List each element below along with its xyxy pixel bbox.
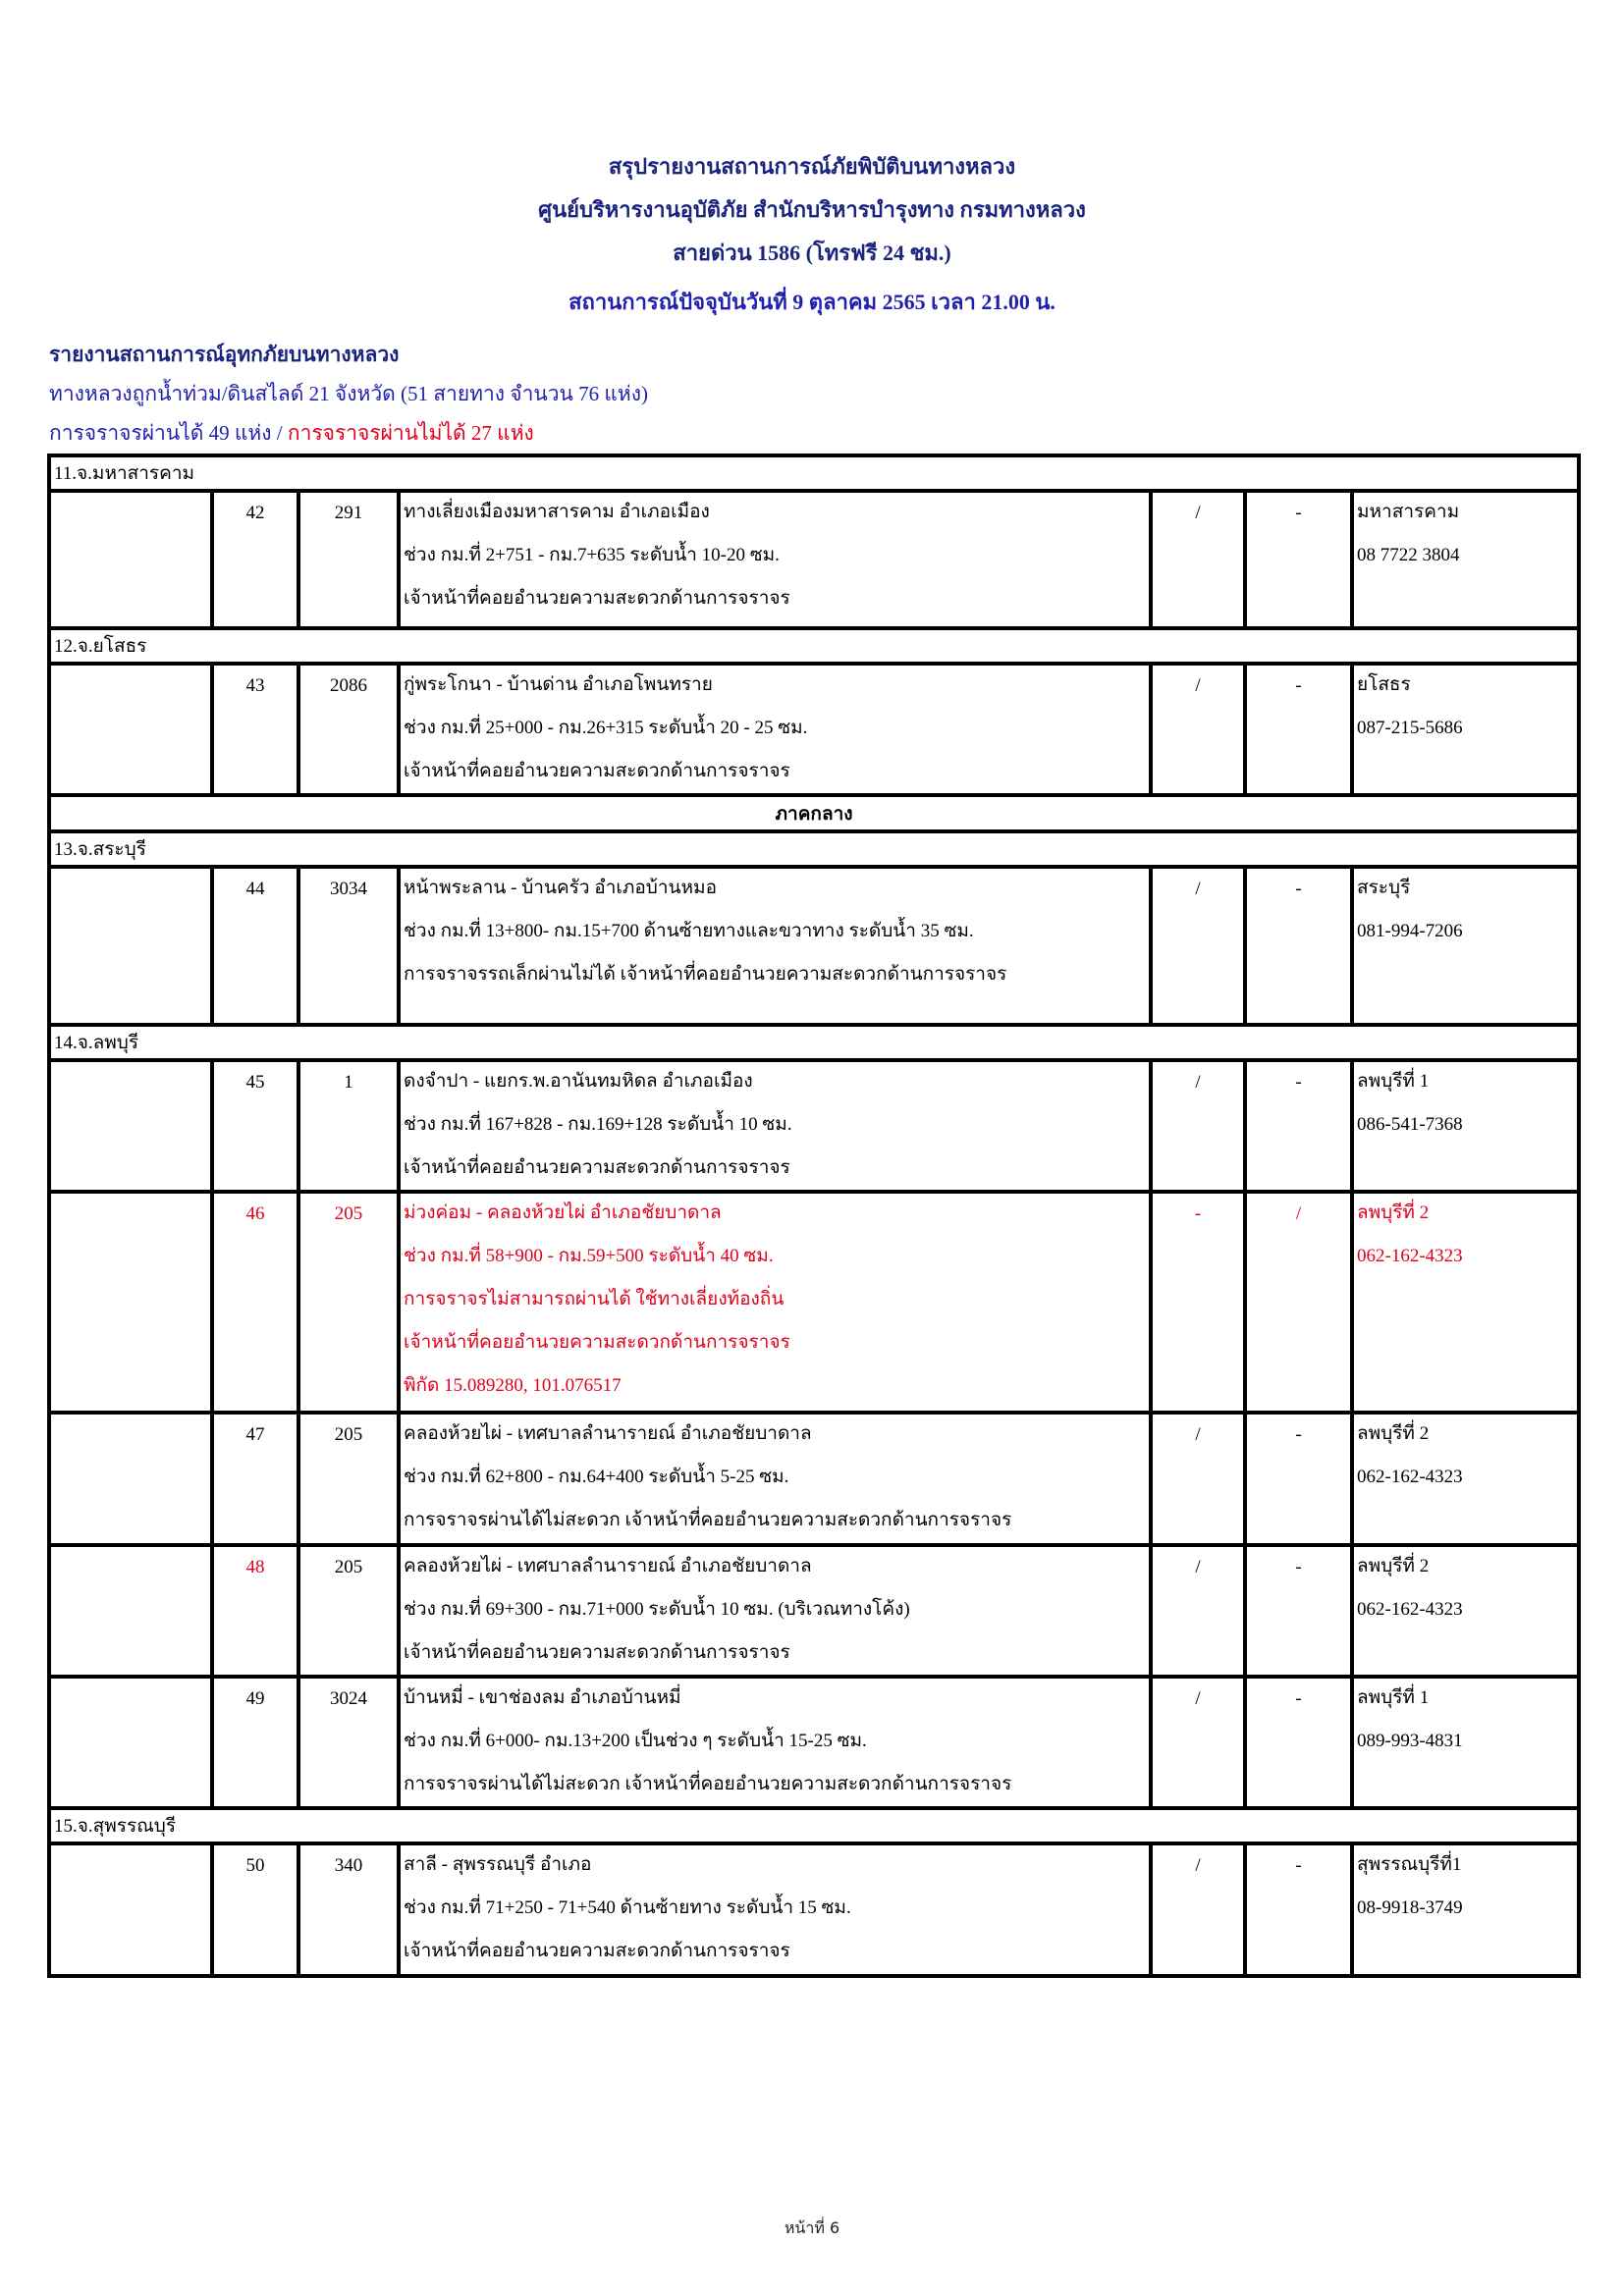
route-number: 205: [298, 1545, 399, 1677]
office-name: ลพบุรีที่ 2: [1357, 1423, 1430, 1444]
office-name: สระบุรี: [1357, 878, 1411, 898]
table-row: [49, 664, 1579, 795]
contact-cell: [1352, 1413, 1579, 1545]
traffic-summary: [49, 417, 534, 450]
contact-cell: [1352, 1545, 1579, 1677]
phone-number: 08-9918-3749: [1357, 1897, 1463, 1918]
office-name: ลพบุรีที่ 1: [1357, 1071, 1430, 1092]
table-row: [49, 1843, 1579, 1976]
description-line: การจราจรรถเล็กผ่านไม่ได้ เจ้าหน้าที่คอยอำนวยความสะดวกด้านการจราจร: [404, 964, 1007, 985]
description-line: ช่วง กม.ที่ 25+000 - กม.26+315 ระดับน้ำ 20 - 25 ซม.: [404, 718, 808, 738]
route-number: 340: [298, 1843, 399, 1976]
province-row: [49, 455, 1579, 491]
impassable-flag: -: [1245, 1843, 1352, 1976]
impassable-flag: /: [1245, 1192, 1352, 1413]
description-line: เจ้าหน้าที่คอยอำนวยความสะดวกด้านการจราจร: [404, 1941, 790, 1961]
item-number: 48: [212, 1545, 298, 1677]
province-row: [49, 831, 1579, 867]
phone-number: 08 7722 3804: [1357, 545, 1460, 565]
passable-flag: /: [1151, 867, 1245, 1025]
description-line: การจราจรผ่านได้ไม่สะดวก เจ้าหน้าที่คอยอำนวยความสะดวกด้านการจราจร: [404, 1510, 1012, 1530]
item-number: 42: [212, 491, 298, 628]
section-heading: รายงานสถานการณ์อุทกภัยบนทางหลวง: [49, 343, 400, 366]
location-description: [399, 1060, 1151, 1192]
blank-cell: [49, 664, 212, 795]
item-number: 50: [212, 1843, 298, 1976]
contact-cell: [1352, 1677, 1579, 1808]
route-number: 3034: [298, 867, 399, 1025]
description-line: ม่วงค่อม - คลองห้วยไผ่ อำเภอชัยบาดาล: [404, 1202, 722, 1223]
location-description: [399, 1843, 1151, 1976]
description-line: เจ้าหน้าที่คอยอำนวยความสะดวกด้านการจราจร: [404, 1332, 790, 1353]
flood-report-table: [47, 454, 1581, 1978]
location-description: [399, 1545, 1151, 1677]
province-label: 12.จ.ยโสธร: [49, 628, 1579, 664]
description-line: กู่พระโกนา - บ้านด่าน อำเภอโพนทราย: [404, 674, 713, 695]
passable-flag: /: [1151, 1677, 1245, 1808]
description-line: ช่วง กม.ที่ 13+800- กม.15+700 ด้านซ้ายทางและขวาทาง ระดับน้ำ 35 ซม.: [404, 921, 974, 941]
contact-cell: [1352, 1060, 1579, 1192]
passable-count: การจราจรผ่านได้ 49 แห่ง: [49, 421, 277, 445]
item-number: 46: [212, 1192, 298, 1413]
table-row: [49, 1192, 1579, 1413]
description-line: ช่วง กม.ที่ 71+250 - 71+540 ด้านซ้ายทาง ระดับน้ำ 15 ซม.: [404, 1897, 851, 1918]
blank-cell: [49, 867, 212, 1025]
impassable-flag: -: [1245, 1060, 1352, 1192]
description-line: คลองห้วยไผ่ - เทศบาลลำนารายณ์ อำเภอชัยบาดาล: [404, 1556, 812, 1576]
location-description: [399, 1413, 1151, 1545]
description-line: คลองห้วยไผ่ - เทศบาลลำนารายณ์ อำเภอชัยบาดาล: [404, 1423, 812, 1444]
impassable-flag: -: [1245, 867, 1352, 1025]
item-number: 45: [212, 1060, 298, 1192]
region-label: ภาคกลาง: [49, 795, 1579, 831]
passable-flag: /: [1151, 664, 1245, 795]
blank-cell: [49, 1060, 212, 1192]
page-number: หน้าที่ 6: [784, 2218, 840, 2237]
office-name: ยโสธร: [1357, 674, 1411, 695]
description-line: หน้าพระลาน - บ้านครัว อำเภอบ้านหมอ: [404, 878, 717, 898]
phone-number: 087-215-5686: [1357, 718, 1463, 738]
phone-number: 062-162-4323: [1357, 1246, 1463, 1266]
province-label: 15.จ.สุพรรณบุรี: [49, 1808, 1579, 1843]
phone-number: 062-162-4323: [1357, 1599, 1463, 1620]
province-row: [49, 1025, 1579, 1060]
contact-cell: [1352, 491, 1579, 628]
affected-summary: ทางหลวงถูกน้ำท่วม/ดินสไลด์ 21 จังหวัด (51 สายทาง จำนวน 76 แห่ง): [49, 382, 649, 405]
location-description: [399, 1677, 1151, 1808]
route-number: 1: [298, 1060, 399, 1192]
description-line: การจราจรไม่สามารถผ่านได้ ใช้ทางเลี่ยงท้องถิ่น: [404, 1289, 785, 1309]
office-name: ลพบุรีที่ 2: [1357, 1556, 1430, 1576]
description-line: เจ้าหน้าที่คอยอำนวยความสะดวกด้านการจราจร: [404, 1642, 790, 1663]
description-line: เจ้าหน้าที่คอยอำนวยความสะดวกด้านการจราจร: [404, 588, 790, 609]
phone-number: 086-541-7368: [1357, 1114, 1463, 1135]
description-line: ช่วง กม.ที่ 2+751 - กม.7+635 ระดับน้ำ 10-20 ซม.: [404, 545, 780, 565]
item-number: 43: [212, 664, 298, 795]
passable-flag: /: [1151, 1545, 1245, 1677]
office-name: มหาสารคาม: [1357, 502, 1460, 522]
contact-cell: [1352, 1192, 1579, 1413]
office-name: สุพรรณบุรีที่1: [1357, 1854, 1462, 1875]
location-description: [399, 664, 1151, 795]
route-number: 3024: [298, 1677, 399, 1808]
contact-cell: [1352, 867, 1579, 1025]
organization-name: ศูนย์บริหารงานอุบัติภัย สำนักบริหารบำรุงทาง กรมทางหลวง: [538, 197, 1086, 222]
region-row: [49, 795, 1579, 831]
blank-cell: [49, 1843, 212, 1976]
impassable-flag: -: [1245, 664, 1352, 795]
summary-separator: /: [276, 421, 288, 445]
province-row: [49, 1808, 1579, 1843]
item-number: 47: [212, 1413, 298, 1545]
table-row: [49, 1677, 1579, 1808]
description-line: ช่วง กม.ที่ 167+828 - กม.169+128 ระดับน้ำ 10 ซม.: [404, 1114, 792, 1135]
table-row: [49, 491, 1579, 628]
passable-flag: /: [1151, 1413, 1245, 1545]
passable-flag: /: [1151, 1060, 1245, 1192]
impassable-count: การจราจรผ่านไม่ได้ 27 แห่ง: [287, 421, 534, 445]
phone-number: 062-162-4323: [1357, 1467, 1463, 1487]
blank-cell: [49, 1677, 212, 1808]
description-line: ช่วง กม.ที่ 69+300 - กม.71+000 ระดับน้ำ 10 ซม. (บริเวณทางโค้ง): [404, 1599, 910, 1620]
passable-flag: /: [1151, 491, 1245, 628]
report-title: สรุปรายงานสถานการณ์ภัยพิบัติบนทางหลวง: [608, 154, 1016, 179]
impassable-flag: -: [1245, 1413, 1352, 1545]
route-number: 205: [298, 1413, 399, 1545]
contact-cell: [1352, 664, 1579, 795]
blank-cell: [49, 491, 212, 628]
hotline: สายด่วน 1586 (โทรฟรี 24 ชม.): [673, 240, 951, 265]
phone-number: 089-993-4831: [1357, 1731, 1463, 1751]
route-number: 291: [298, 491, 399, 628]
impassable-flag: -: [1245, 1677, 1352, 1808]
description-line: บ้านหมี่ - เขาช่องลม อำเภอบ้านหมี่: [404, 1687, 681, 1708]
description-line: ช่วง กม.ที่ 58+900 - กม.59+500 ระดับน้ำ 40 ซม.: [404, 1246, 774, 1266]
office-name: ลพบุรีที่ 2: [1357, 1202, 1430, 1223]
description-line: ดงจำปา - แยกร.พ.อานันทมหิดล อำเภอเมือง: [404, 1071, 753, 1092]
blank-cell: [49, 1192, 212, 1413]
table-body: [49, 455, 1579, 1976]
description-line: ช่วง กม.ที่ 62+800 - กม.64+400 ระดับน้ำ 5-25 ซม.: [404, 1467, 789, 1487]
location-description: [399, 867, 1151, 1025]
location-description: [399, 1192, 1151, 1413]
passable-flag: -: [1151, 1192, 1245, 1413]
table-row: [49, 1413, 1579, 1545]
blank-cell: [49, 1545, 212, 1677]
description-line: สาลี - สุพรรณบุรี อำเภอ: [404, 1854, 592, 1875]
contact-cell: [1352, 1843, 1579, 1976]
table-row: [49, 1545, 1579, 1677]
description-line: การจราจรผ่านได้ไม่สะดวก เจ้าหน้าที่คอยอำนวยความสะดวกด้านการจราจร: [404, 1774, 1012, 1794]
passable-flag: /: [1151, 1843, 1245, 1976]
province-label: 14.จ.ลพบุรี: [49, 1025, 1579, 1060]
province-row: [49, 628, 1579, 664]
province-label: 11.จ.มหาสารคาม: [49, 455, 1579, 491]
impassable-flag: -: [1245, 491, 1352, 628]
office-name: ลพบุรีที่ 1: [1357, 1687, 1430, 1708]
table-row: [49, 867, 1579, 1025]
description-line: เจ้าหน้าที่คอยอำนวยความสะดวกด้านการจราจร: [404, 761, 790, 781]
impassable-flag: -: [1245, 1545, 1352, 1677]
location-description: [399, 491, 1151, 628]
blank-cell: [49, 1413, 212, 1545]
route-number: 2086: [298, 664, 399, 795]
situation-date: สถานการณ์ปัจจุบันวันที่ 9 ตุลาคม 2565 เวลา 21.00 น.: [568, 290, 1056, 314]
phone-number: 081-994-7206: [1357, 921, 1463, 941]
province-label: 13.จ.สระบุรี: [49, 831, 1579, 867]
item-number: 49: [212, 1677, 298, 1808]
table-row: [49, 1060, 1579, 1192]
description-line: พิกัด 15.089280, 101.076517: [404, 1375, 622, 1396]
item-number: 44: [212, 867, 298, 1025]
description-line: ช่วง กม.ที่ 6+000- กม.13+200 เป็นช่วง ๆ ระดับน้ำ 15-25 ซม.: [404, 1731, 867, 1751]
description-line: เจ้าหน้าที่คอยอำนวยความสะดวกด้านการจราจร: [404, 1157, 790, 1178]
route-number: 205: [298, 1192, 399, 1413]
description-line: ทางเลี่ยงเมืองมหาสารคาม อำเภอเมือง: [404, 502, 710, 522]
